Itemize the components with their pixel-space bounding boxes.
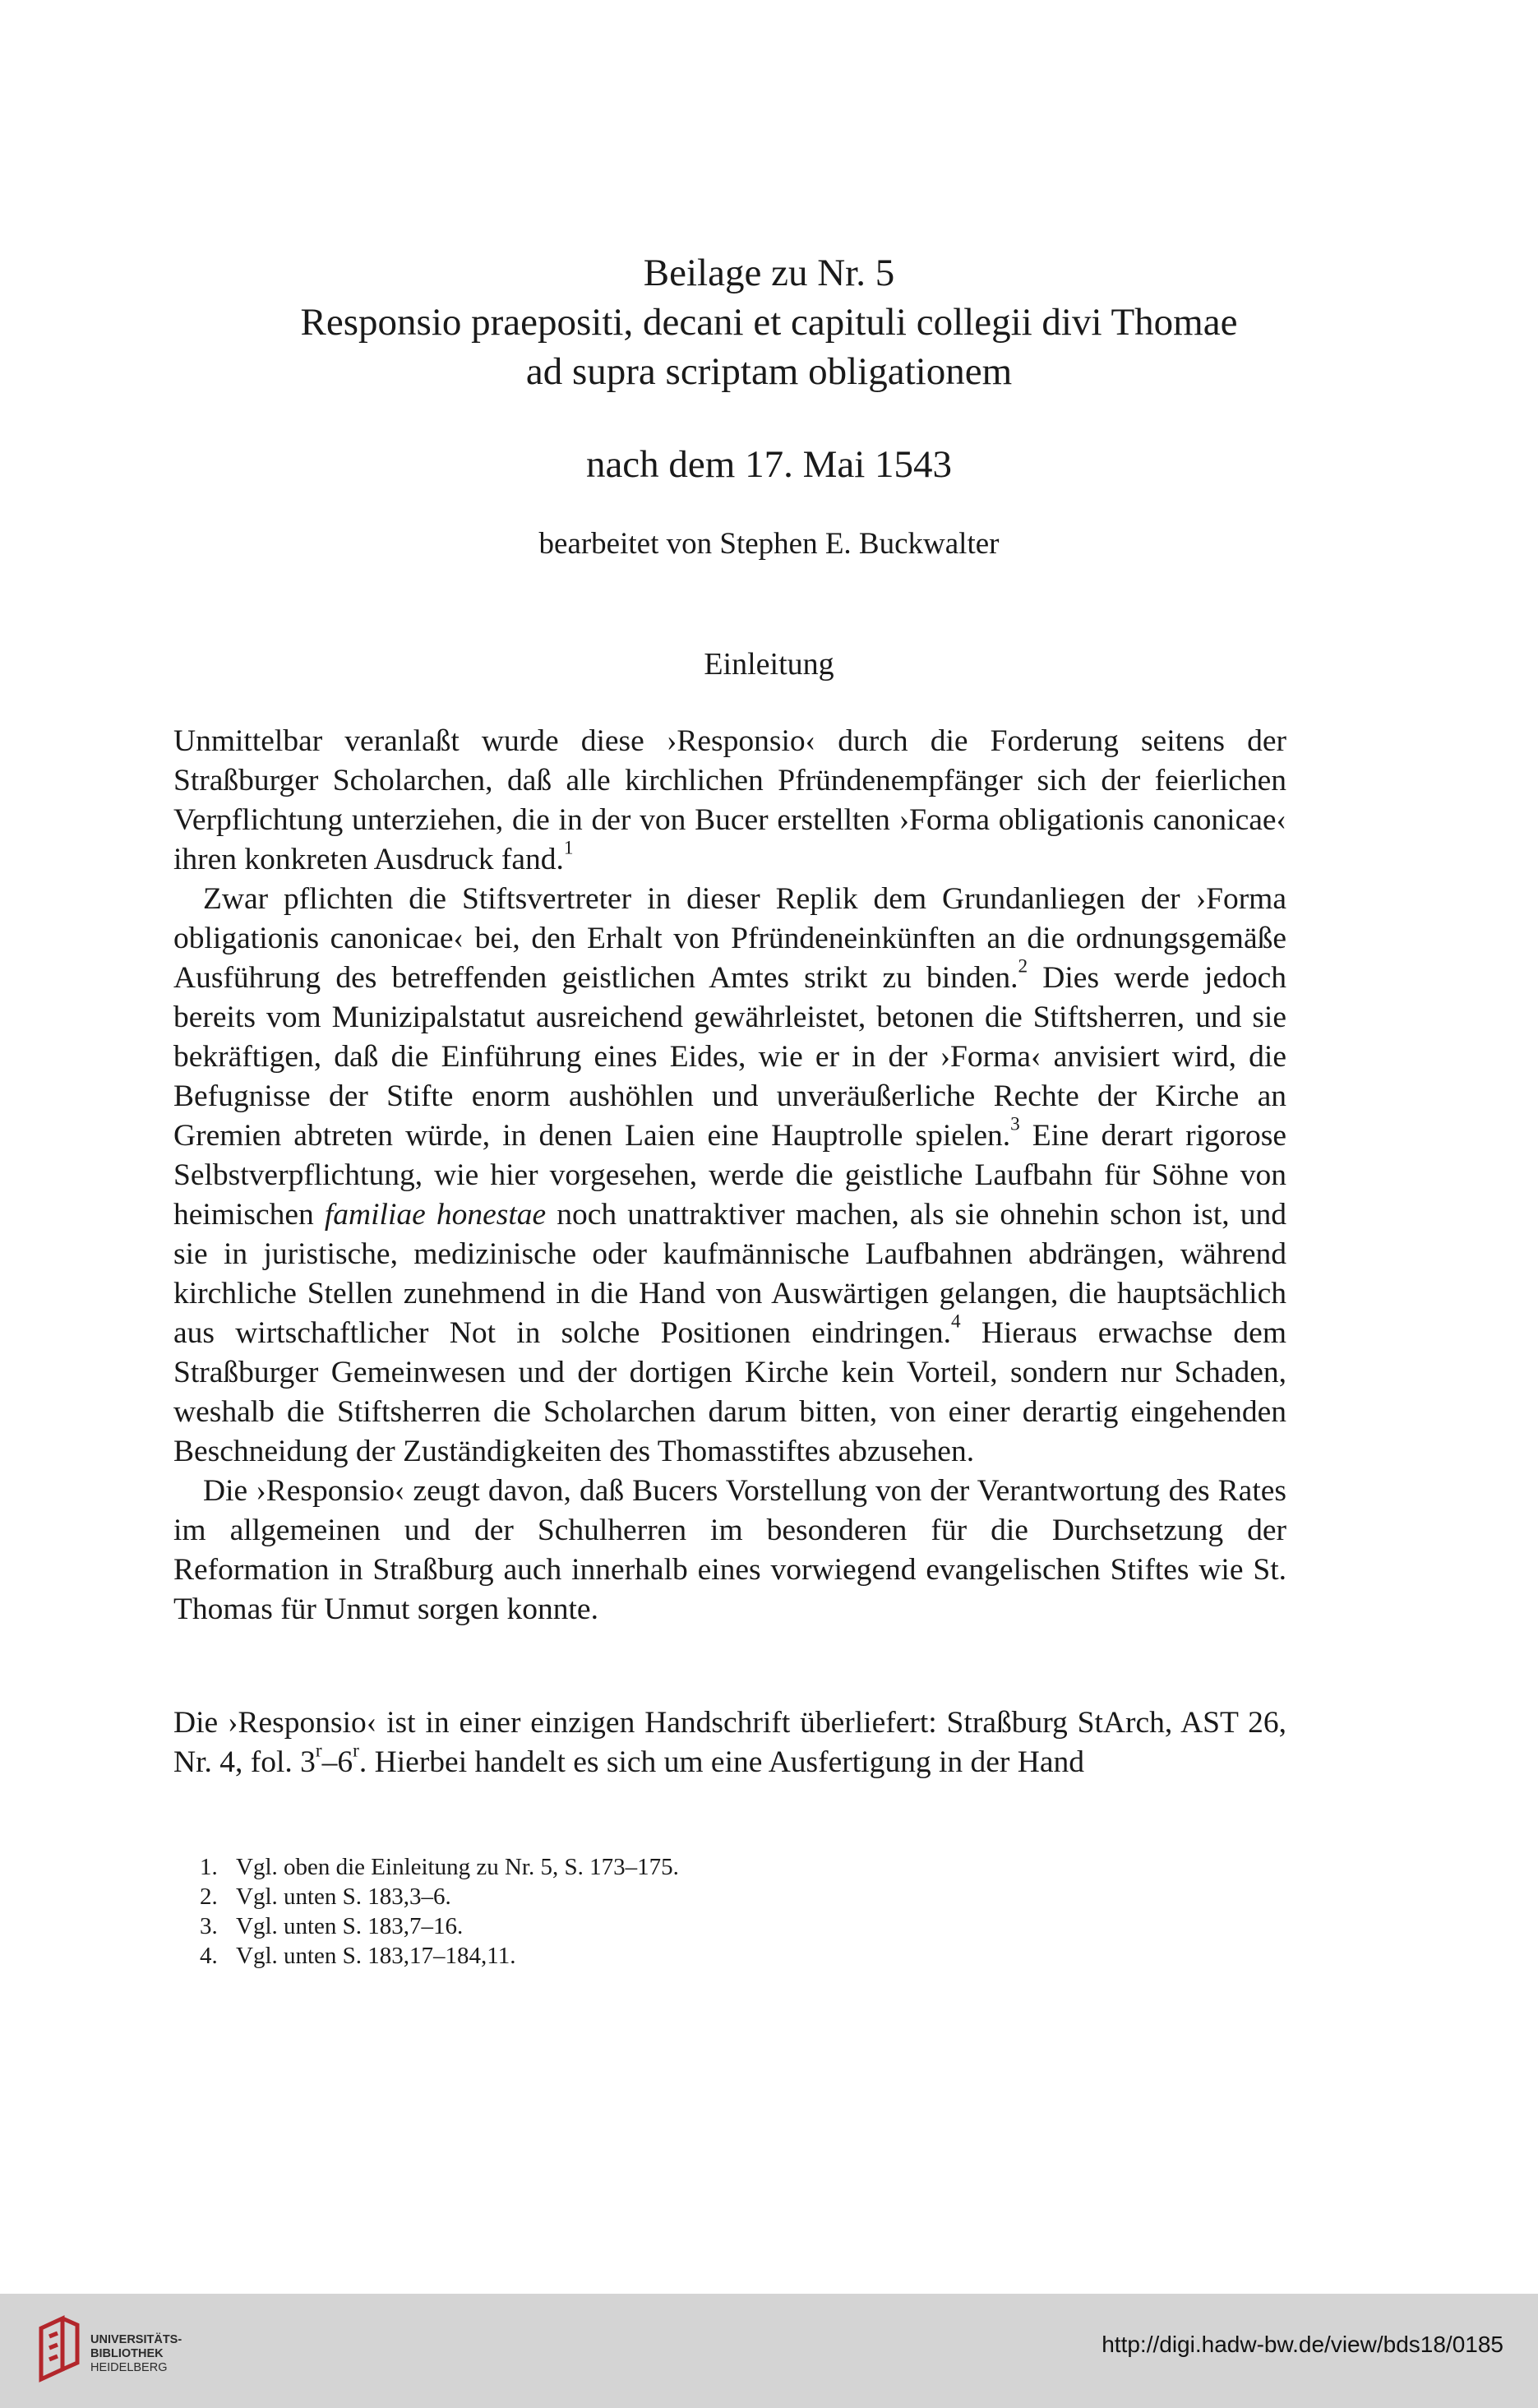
title-line-3: ad supra scriptam obligationem: [525, 350, 1013, 394]
paragraph-2: Zwar pflichten die Stiftsvertreter in dieser Replik dem Grundanliegen der ›Forma obligationis canonicae‹ bei, den Erhalt von Pfründeneinkünften an die ordnungsgemäße Ausführung des betreffenden geistlichen Amtes strikt zu binden.$^2$ Dies werde jedoch bereits vom Munizipalstatut ausreichend gewährleistet, betonen die Stiftsherren, und sie bekräftigen, daß die Einführung eines Eides, wie er in der ›Forma‹ anvisiert wird, die Befugnisse der Stifte enorm aushöhlen und unveräußerliche Rechte der Kirche an Gremien abtreten würde, in denen Laien eine Hauptrolle spielen.$^3$ Eine derart rigorose Selbstverpflichtung, wie hier vorgesehen, werde die geistliche Laufbahn für Söhne von heimischen familiae honestae noch unattraktiver machen, als sie ohnehin schon ist, und sie in juristische, medizinische oder kaufmännische Laufbahnen abdrängen, während kirchliche Stellen zunehmend in die Hand von Auswärtigen gelangen, die hauptsächlich aus wirtschaftlicher Not in solche Positionen eindringen.$^4$ Hieraus erwachse dem Straßburger Gemeinwesen und der dortigen Kirche kein Vorteil, sondern nur Schaden, weshalb die Stiftsherren die Scholarchen darum bitten, von einer derartig eingehenden Beschneidung der Zuständigkeiten des Thomasstiftes abzusehen.: [173, 882, 1286, 1468]
library-logo[interactable]: [35, 2312, 191, 2390]
source-paragraph: [173, 1703, 1286, 1782]
footnote-ref-3[interactable]: 3: [1010, 1113, 1020, 1135]
section-heading: Einleitung: [704, 647, 834, 682]
footnotes: [200, 1852, 679, 1971]
footnote-item: 2. Vgl. unten S. 183,3–6.: [200, 1883, 451, 1910]
paragraph-1: Unmittelbar veranlaßt wurde diese ›Responsio‹ durch die Forderung seitens der Straßburger Scholarchen, daß alle kirchlichen Pfründenempfänger sich der feierlichen Verpflichtung unterziehen, die in der von Bucer erstellten ›Forma obligationis canonicae‹ ihren konkreten Ausdruck fand.$^1$: [173, 724, 1286, 876]
library-logo-icon: [35, 2312, 84, 2390]
recto-mark-1: r: [315, 1740, 322, 1762]
footnote-item: 1. Vgl. oben die Einleitung zu Nr. 5, S. 173–175.: [200, 1854, 679, 1880]
viewer-footer-bar: [0, 2294, 1538, 2408]
footnote-ref-4[interactable]: 4: [951, 1310, 961, 1333]
recto-mark-2: r: [353, 1740, 359, 1762]
title-line-2: Responsio praepositi, decani et capituli collegii divi Thomae: [300, 301, 1238, 344]
italic-phrase: familiae honestae: [324, 1198, 547, 1232]
library-logo-text: UNIVERSITÄTS- BIBLIOTHEK HEIDELBERG: [90, 2333, 182, 2374]
footnote-ref-1[interactable]: 1: [563, 837, 574, 859]
document-date: nach dem 17. Mai 1543: [585, 443, 953, 486]
title-line-1: Beilage zu Nr. 5: [643, 252, 895, 294]
editor-credit: bearbeitet von Stephen E. Buckwalter: [538, 527, 1000, 561]
paragraph-3: Die ›Responsio‹ zeugt davon, daß Bucers Vorstellung von der Verantwortung des Rates im allgemeinen und der Schulherren im besonderen für die Durchsetzung der Reformation in Straßburg auch innerhalb eines vorwiegend evangelischen Stiftes wie St. Thomas für Unmut sorgen konnte.: [173, 1474, 1286, 1626]
document-title: [0, 248, 1538, 396]
footnote-item: 4. Vgl. unten S. 183,17–184,11.: [200, 1943, 516, 1969]
footnote-item: 3. Vgl. unten S. 183,7–16.: [200, 1913, 464, 1939]
paragraph-4: Die ›Responsio‹ ist in einer einzigen Handschrift überliefert: Straßburg StArch, AST 26, Nr. 4, fol. 3$^r$–6$^r$. Hierbei handelt es sich um eine Ausfertigung in der Hand: [173, 1706, 1286, 1779]
introduction-body: [173, 722, 1286, 1629]
footnote-ref-2[interactable]: 2: [1018, 955, 1028, 978]
permalink-url[interactable]: http://digi.hadw-bw.de/view/bds18/0185: [1102, 2332, 1503, 2357]
